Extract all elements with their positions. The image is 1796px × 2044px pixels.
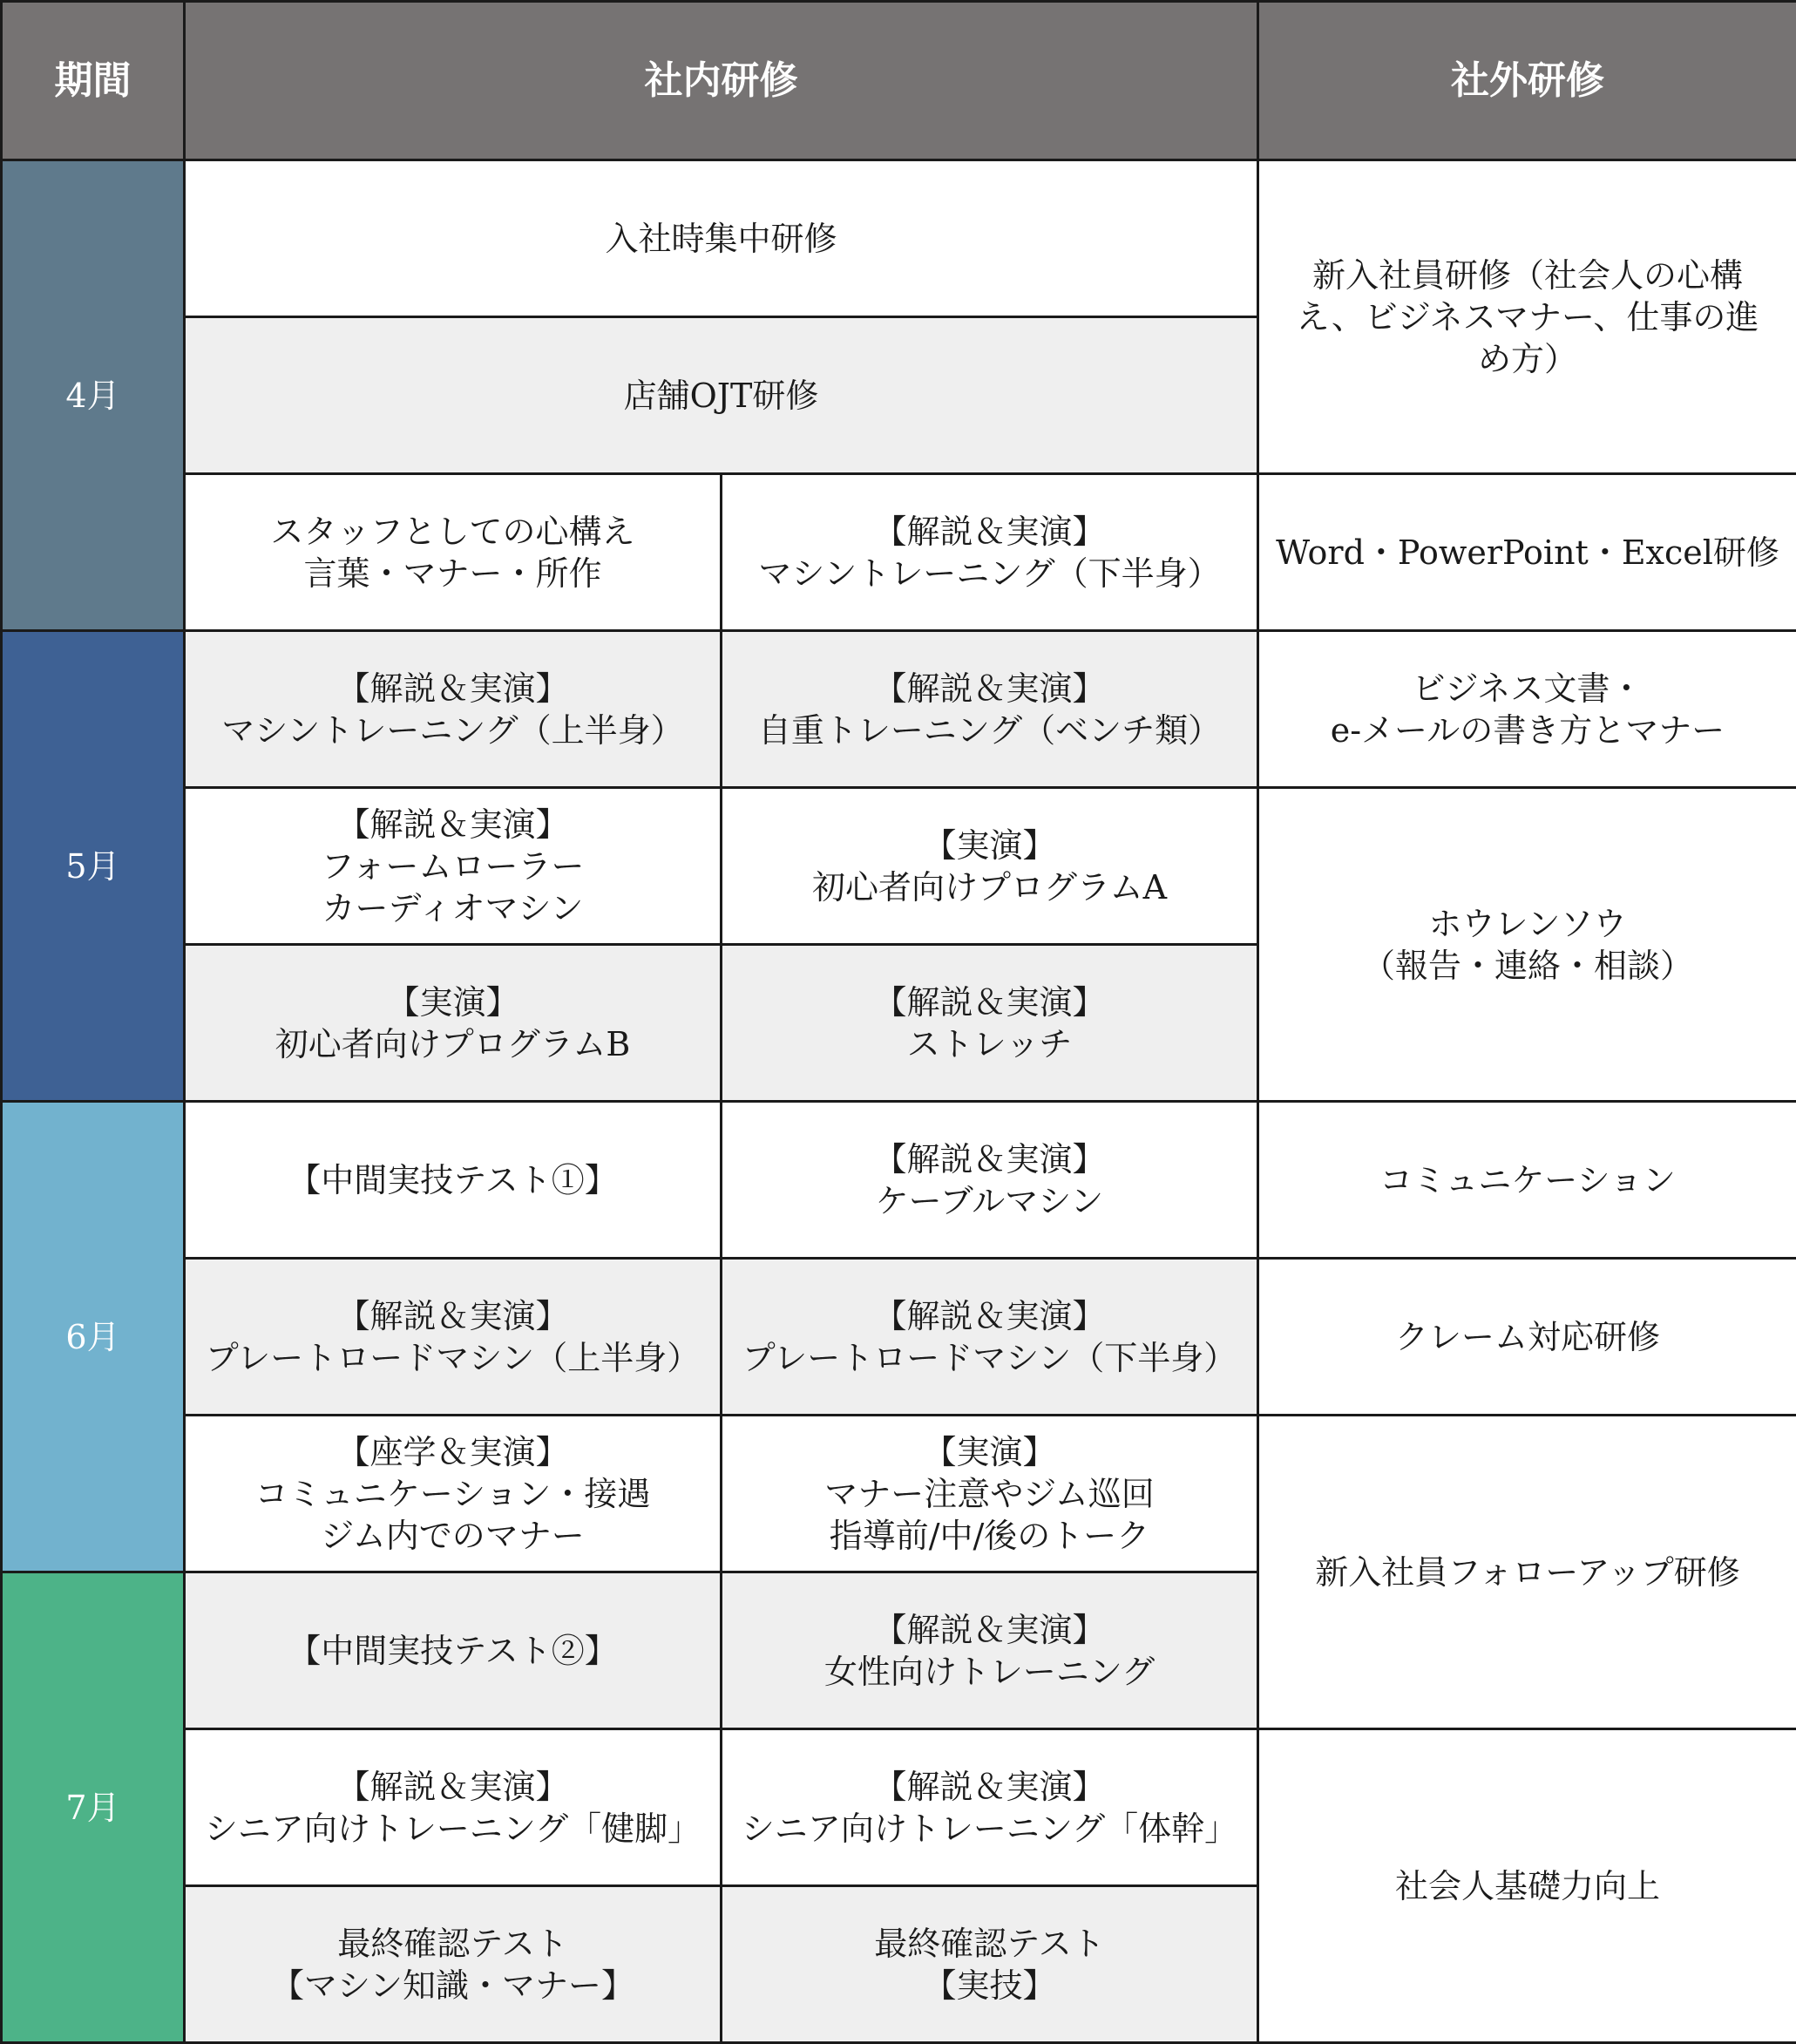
external-cell: クレーム対応研修 — [1258, 1259, 1796, 1416]
internal-cell-right: 【解説＆実演】 ストレッチ — [722, 945, 1258, 1102]
internal-cell-left: スタッフとしての心構え 言葉・マナー・所作 — [185, 474, 722, 631]
internal-cell-right: 【解説＆実演】 女性向けトレーニング — [722, 1572, 1258, 1729]
internal-cell-right: 【実演】 初心者向けプログラムA — [722, 788, 1258, 945]
table-row — [2, 1102, 1796, 1259]
internal-cell-left: 最終確認テスト 【マシン知識・マナー】 — [185, 1886, 722, 2043]
internal-cell-left: 【解説＆実演】 マシントレーニング（上半身） — [185, 631, 722, 788]
internal-cell-left: 【実演】 初心者向けプログラムB — [185, 945, 722, 1102]
internal-cell: 入社時集中研修 — [185, 160, 1258, 317]
internal-cell-left: 【座学＆実演】 コミュニケーション・接遇 ジム内でのマナー — [185, 1416, 722, 1572]
table-row — [2, 1416, 1796, 1572]
month-july: 7月 — [2, 1572, 185, 2043]
external-cell: コミュニケーション — [1258, 1102, 1796, 1259]
table-row — [2, 1259, 1796, 1416]
table-row — [2, 160, 1796, 317]
internal-cell-right: 【解説＆実演】 ケーブルマシン — [722, 1102, 1258, 1259]
external-cell: ビジネス文書・ e-メールの書き方とマナー — [1258, 631, 1796, 788]
table-row — [2, 788, 1796, 945]
external-cell: 社会人基礎力向上 — [1258, 1729, 1796, 2043]
external-cell: 新入社員研修（社会人の心構え、ビジネスマナー、仕事の進め方） — [1258, 160, 1796, 474]
month-april: 4月 — [2, 160, 185, 631]
table-row — [2, 1729, 1796, 1886]
table-row — [2, 631, 1796, 788]
internal-cell-right: 【解説＆実演】 自重トレーニング（ベンチ類） — [722, 631, 1258, 788]
internal-cell-left: 【解説＆実演】 シニア向けトレーニング「健脚」 — [185, 1729, 722, 1886]
header-external-training: 社外研修 — [1258, 2, 1796, 160]
header-period: 期間 — [2, 2, 185, 160]
header-row — [2, 2, 1796, 160]
internal-cell: 店舗OJT研修 — [185, 317, 1258, 474]
header-internal-training: 社内研修 — [185, 2, 1258, 160]
internal-cell-left: 【中間実技テスト①】 — [185, 1102, 722, 1259]
table-row — [2, 474, 1796, 631]
external-cell: 新入社員フォローアップ研修 — [1258, 1416, 1796, 1729]
internal-cell-left: 【解説＆実演】 フォームローラー カーディオマシン — [185, 788, 722, 945]
external-cell: Word・PowerPoint・Excel研修 — [1258, 474, 1796, 631]
external-cell: ホウレンソウ （報告・連絡・相談） — [1258, 788, 1796, 1102]
month-june: 6月 — [2, 1102, 185, 1572]
internal-cell-left: 【解説＆実演】 プレートロードマシン（上半身） — [185, 1259, 722, 1416]
internal-cell-right: 【解説＆実演】 プレートロードマシン（下半身） — [722, 1259, 1258, 1416]
internal-cell-right: 【解説＆実演】 マシントレーニング（下半身） — [722, 474, 1258, 631]
internal-cell-right: 【実演】 マナー注意やジム巡回 指導前/中/後のトーク — [722, 1416, 1258, 1572]
internal-cell-left: 【中間実技テスト②】 — [185, 1572, 722, 1729]
internal-cell-right: 最終確認テスト 【実技】 — [722, 1886, 1258, 2043]
month-may: 5月 — [2, 631, 185, 1102]
internal-cell-right: 【解説＆実演】 シニア向けトレーニング「体幹」 — [722, 1729, 1258, 1886]
